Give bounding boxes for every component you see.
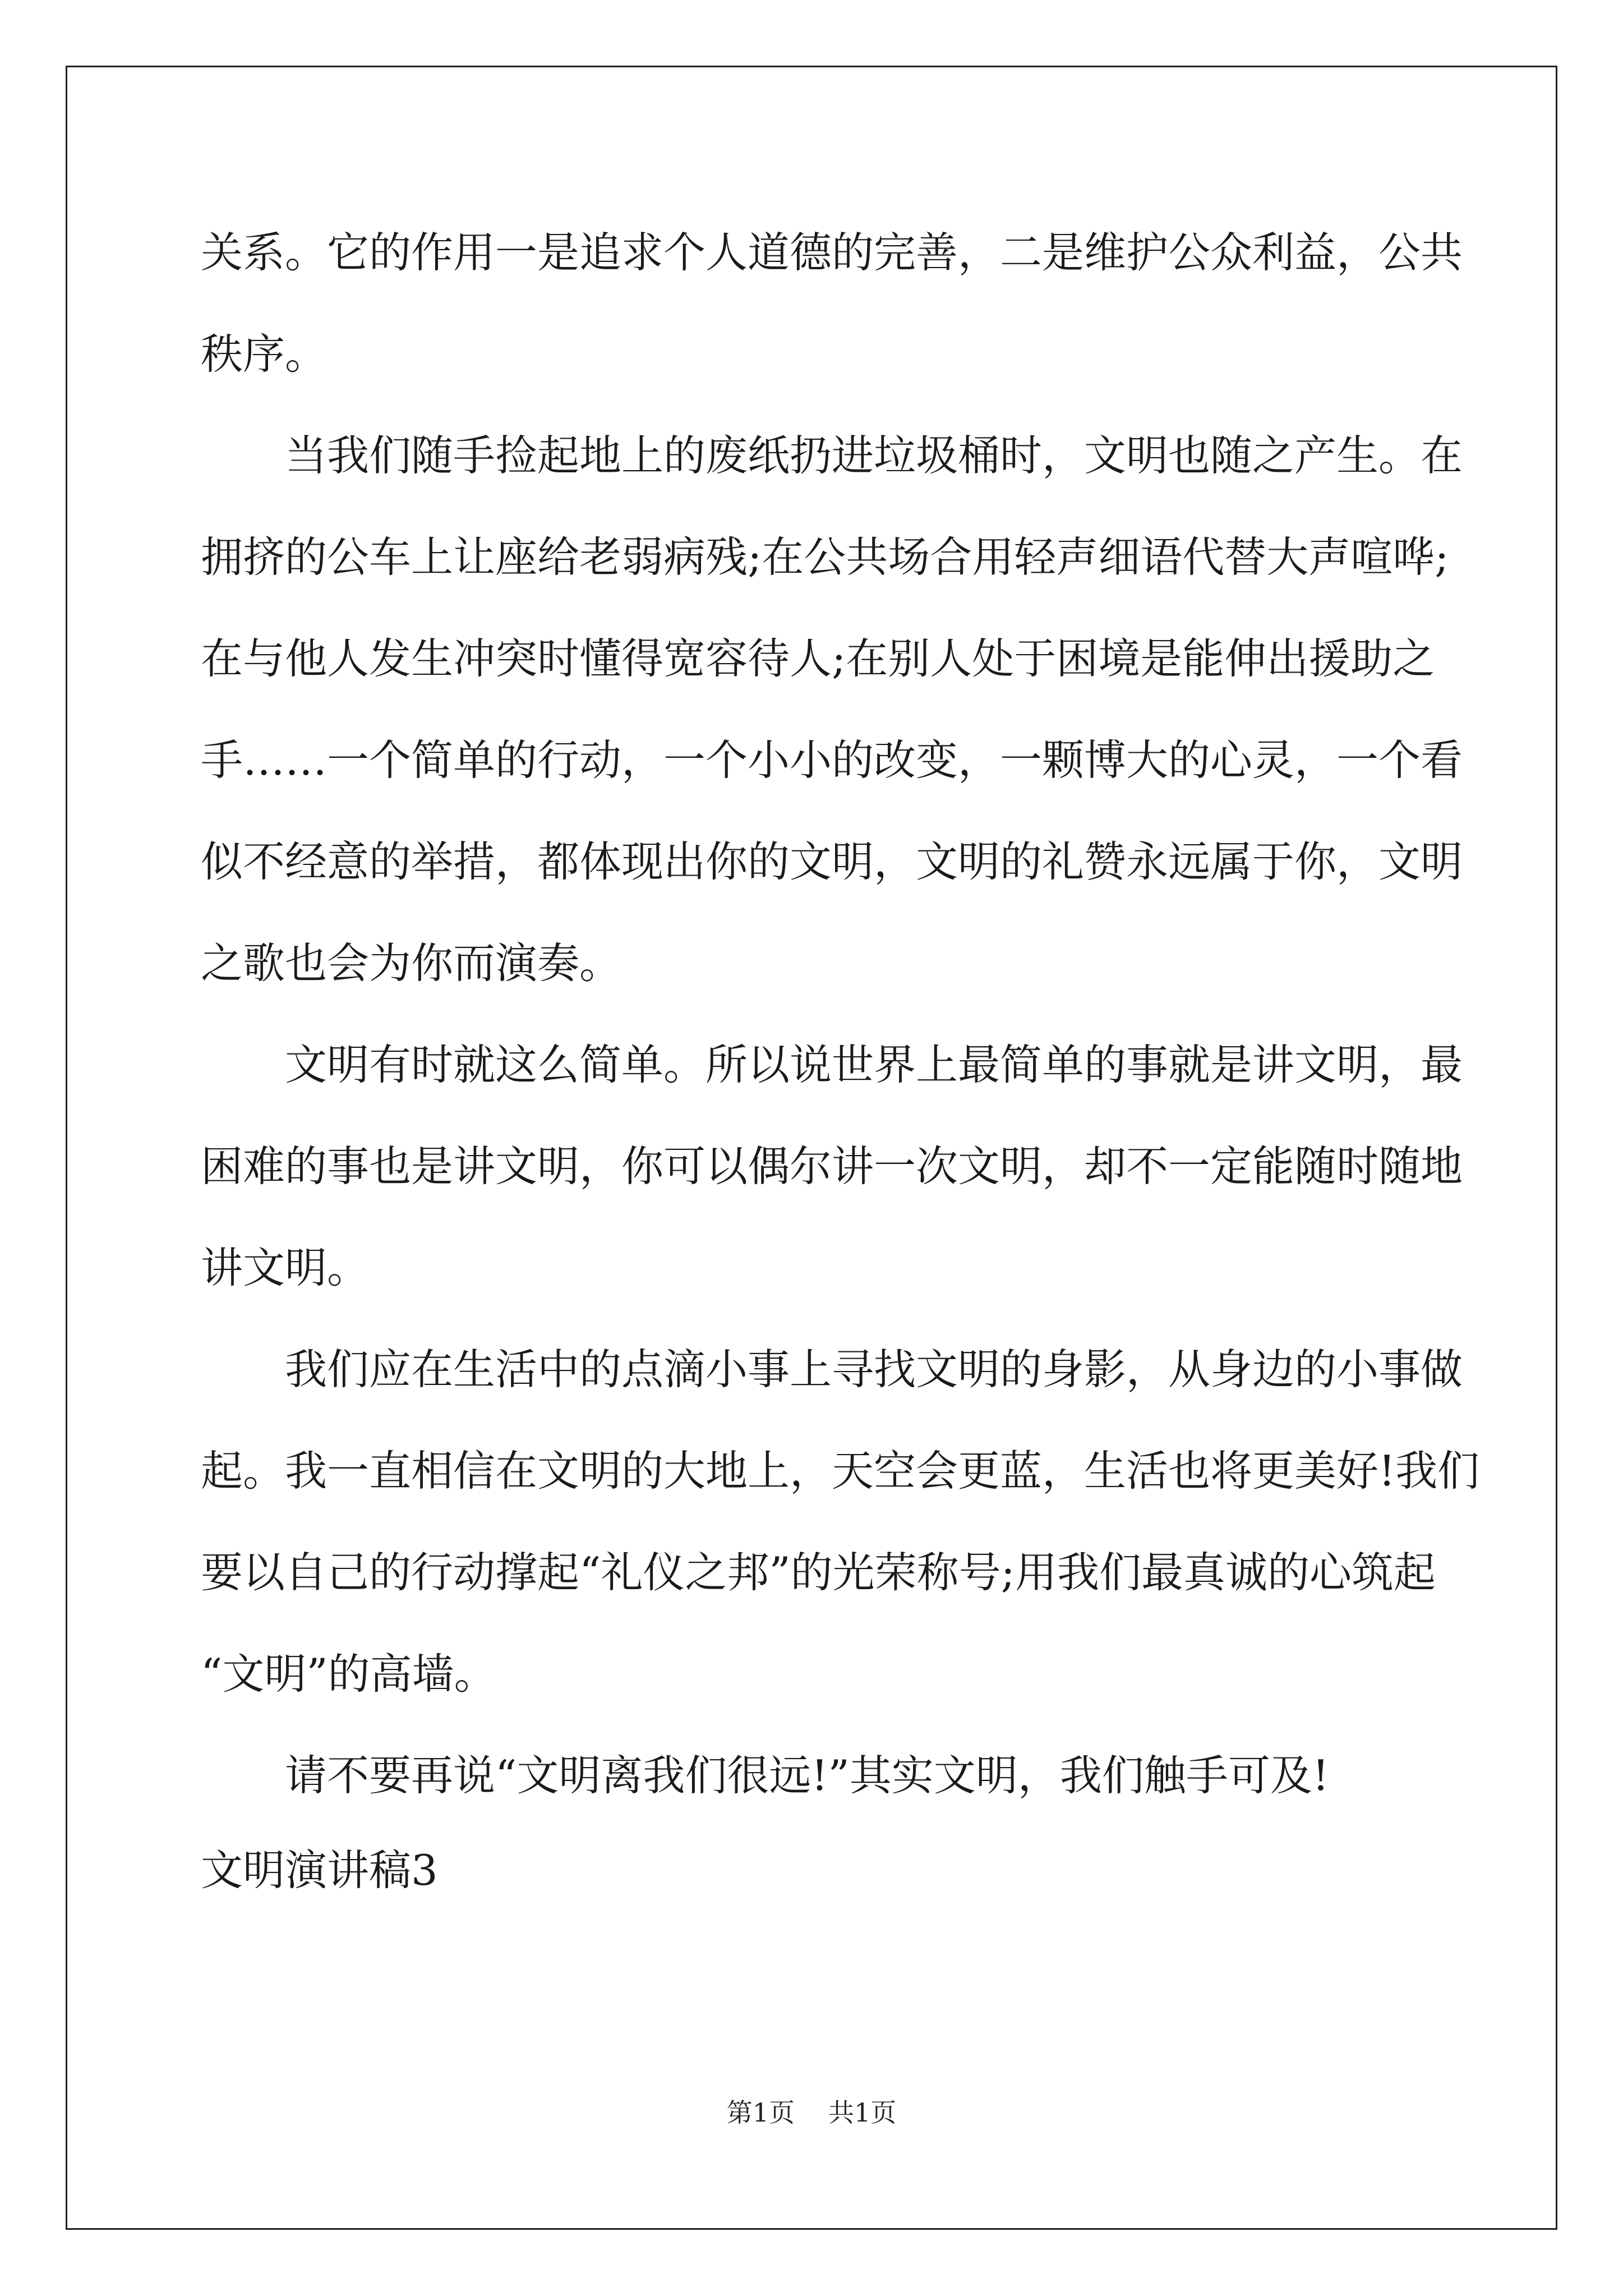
document-body (201, 202, 1480, 1921)
paragraph-line: “文明”的高墙。 (201, 1649, 496, 1699)
paragraph-line: 当我们随手捡起地上的废纸扔进垃圾桶时，文明也随之产生。在 (285, 431, 1463, 480)
paragraph-line: 在与他人发生冲突时懂得宽容待人;在别人处于困境是能伸出援助之 (201, 634, 1435, 683)
paragraph-line: 拥挤的公车上让座给老弱病残;在公共场合用轻声细语代替大声喧哗; (201, 532, 1449, 582)
paragraph-line: 秩序。 (201, 329, 328, 379)
paragraph-line: 困难的事也是讲文明，你可以偶尔讲一次文明，却不一定能随时随地 (201, 1142, 1463, 1191)
paragraph-line: 关系。它的作用一是追求个人道德的完善，二是维护公众利益，公共 (201, 228, 1463, 277)
paragraph-line: 讲文明。 (201, 1243, 370, 1292)
paragraph-line: 我们应在生活中的点滴小事上寻找文明的身影，从身边的小事做 (285, 1345, 1463, 1394)
page-footer (0, 2092, 1623, 2129)
paragraph-line: 要以自己的行动撑起“礼仪之邦”的光荣称号;用我们最真诚的心筑起 (201, 1548, 1436, 1597)
paragraph-line: 起。我一直相信在文明的大地上，天空会更蓝，生活也将更美好!我们 (201, 1446, 1480, 1496)
section-heading: 文明演讲稿3 (201, 1846, 438, 1895)
paragraph-line: 文明有时就这么简单。所以说世界上最简单的事就是讲文明，最 (285, 1040, 1463, 1089)
paragraph-line: 请不要再说“文明离我们很远!”其实文明，我们触手可及! (285, 1751, 1329, 1800)
page-number: 第1页 (726, 2097, 795, 2128)
paragraph-line: 似不经意的举措，都体现出你的文明，文明的礼赞永远属于你，文明 (201, 837, 1463, 886)
paragraph-line: 手……一个简单的行动，一个小小的改变，一颗博大的心灵，一个看 (201, 735, 1463, 785)
page-total: 共1页 (828, 2097, 897, 2128)
paragraph-line: 之歌也会为你而演奏。 (201, 938, 622, 988)
